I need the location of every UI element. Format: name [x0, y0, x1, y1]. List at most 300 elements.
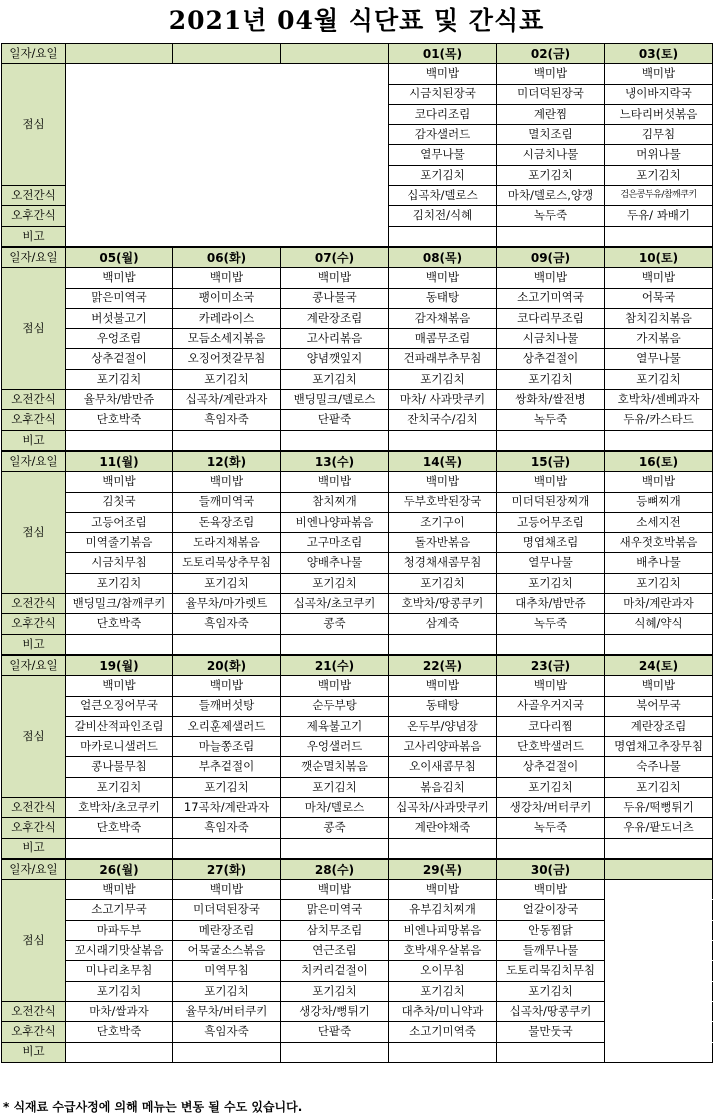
note-cell	[605, 838, 713, 859]
lunch-item: 건파래부추무침	[389, 349, 497, 369]
pm-snack-item: 흑임자죽	[173, 818, 281, 838]
note-label: 비고	[2, 1042, 66, 1062]
pm-snack-item: 삼계죽	[389, 614, 497, 634]
lunch-item: 백미밥	[173, 472, 281, 492]
lunch-item: 맑은미역국	[281, 900, 389, 920]
lunch-row	[2, 900, 713, 920]
lunch-item: 어묵국	[605, 288, 713, 308]
pm-snack-item: 흑임자죽	[173, 614, 281, 634]
lunch-item: 백미밥	[281, 268, 389, 288]
note-cell	[497, 634, 605, 655]
lunch-item: 고등어무조림	[497, 512, 605, 532]
day-header: 11(월)	[66, 451, 173, 472]
lunch-item: 감자샐러드	[389, 125, 497, 145]
pm-snack-item: 콩죽	[281, 818, 389, 838]
am-snack-item: 대추차/미니약과	[389, 1001, 497, 1021]
lunch-item: 포기김치	[281, 369, 389, 389]
lunch-item: 동태탕	[389, 696, 497, 716]
lunch-item: 청경채새콤무침	[389, 553, 497, 573]
lunch-row	[2, 716, 713, 736]
lunch-row	[2, 369, 713, 389]
am-snack-item: 마차/계란과자	[605, 594, 713, 614]
pm-snack-label: 오후간식	[2, 614, 66, 634]
day-header	[66, 44, 173, 64]
lunch-item: 백미밥	[66, 472, 173, 492]
day-header: 08(목)	[389, 247, 497, 268]
day-header: 26(월)	[66, 859, 173, 880]
note-cell	[497, 838, 605, 859]
lunch-item: 미더덕된장국	[497, 84, 605, 104]
lunch-item: 코다리찜	[497, 716, 605, 736]
pm-snack-item: 단호박죽	[66, 1022, 173, 1042]
day-header: 20(화)	[173, 655, 281, 676]
day-header: 21(수)	[281, 655, 389, 676]
am-snack-item: 호박차/초코쿠키	[66, 797, 173, 817]
am-snack-row	[2, 797, 713, 817]
note-cell	[389, 634, 497, 655]
lunch-item: 계란장조림	[605, 716, 713, 736]
pm-snack-row	[2, 818, 713, 838]
lunch-row	[2, 553, 713, 573]
day-header: 03(토)	[605, 44, 713, 64]
am-snack-item: 율무차/마가렛트	[173, 594, 281, 614]
pm-snack-item: 단팥죽	[281, 1022, 389, 1042]
lunch-row	[2, 573, 713, 593]
lunch-item: 새우젓호박볶음	[605, 533, 713, 553]
lunch-item: 얼큰오징어무국	[66, 696, 173, 716]
lunch-item: 백미밥	[389, 676, 497, 696]
lunch-item: 제육불고기	[281, 716, 389, 736]
day-header	[281, 44, 389, 64]
lunch-item: 계란찜	[497, 104, 605, 124]
lunch-item: 상추겉절이	[66, 349, 173, 369]
note-label: 비고	[2, 634, 66, 655]
lunch-item: 포기김치	[497, 573, 605, 593]
am-snack-label: 오전간식	[2, 186, 66, 206]
am-snack-item: 쌍화차/쌀전병	[497, 390, 605, 410]
pm-snack-item: 흑임자죽	[173, 410, 281, 430]
lunch-row	[2, 676, 713, 696]
lunch-item: 포기김치	[497, 165, 605, 185]
pm-snack-item: 단팥죽	[281, 410, 389, 430]
week-header-row	[2, 859, 713, 880]
am-snack-item: 두유/떡뻥튀기	[605, 797, 713, 817]
lunch-item: 미더덕된장찌개	[497, 492, 605, 512]
date-day-label: 일자/요일	[2, 655, 66, 676]
lunch-label: 점심	[2, 880, 66, 1002]
lunch-item: 단호박샐러드	[497, 737, 605, 757]
note-row	[2, 430, 713, 451]
note-cell	[605, 1042, 713, 1062]
lunch-item: 백미밥	[497, 676, 605, 696]
lunch-item: 소고기미역국	[497, 288, 605, 308]
lunch-item: 시금치무침	[66, 553, 173, 573]
lunch-item	[605, 900, 713, 920]
lunch-item: 꼬시래기맛살볶음	[66, 941, 173, 961]
lunch-item: 고사리양파볶음	[389, 737, 497, 757]
lunch-item: 미역무침	[173, 961, 281, 981]
lunch-item: 코다리조림	[389, 104, 497, 124]
am-snack-item: 17곡차/계란과자	[173, 797, 281, 817]
week-header-row	[2, 44, 713, 64]
pm-snack-item: 김치전/식혜	[389, 206, 497, 226]
lunch-row	[2, 981, 713, 1001]
lunch-row	[2, 288, 713, 308]
day-header: 10(토)	[605, 247, 713, 268]
lunch-row	[2, 757, 713, 777]
pm-snack-item: 단호박죽	[66, 410, 173, 430]
lunch-item: 배추나물	[605, 553, 713, 573]
note-cell	[281, 838, 389, 859]
lunch-item: 열무나물	[605, 349, 713, 369]
lunch-item: 숙주나물	[605, 757, 713, 777]
day-header: 02(금)	[497, 44, 605, 64]
note-cell	[173, 838, 281, 859]
lunch-item: 느타리버섯볶음	[605, 104, 713, 124]
lunch-item: 포기김치	[281, 777, 389, 797]
pm-snack-item: 두유/ 꽈배기	[605, 206, 713, 226]
am-snack-item: 생강차/뻥튀기	[281, 1001, 389, 1021]
lunch-label: 점심	[2, 268, 66, 390]
lunch-item: 시금치나물	[497, 145, 605, 165]
lunch-row	[2, 920, 713, 940]
lunch-item: 어묵굴소스볶음	[173, 941, 281, 961]
lunch-item: 백미밥	[281, 880, 389, 900]
date-day-label: 일자/요일	[2, 247, 66, 268]
day-header: 13(수)	[281, 451, 389, 472]
note-cell	[497, 430, 605, 451]
day-header: 15(금)	[497, 451, 605, 472]
lunch-row	[2, 533, 713, 553]
pm-snack-item: 단호박죽	[66, 614, 173, 634]
day-header	[173, 44, 281, 64]
pm-snack-row	[2, 410, 713, 430]
meal-plan-table	[1, 43, 713, 1063]
day-header: 14(목)	[389, 451, 497, 472]
note-cell	[605, 634, 713, 655]
date-day-label: 일자/요일	[2, 859, 66, 880]
lunch-label: 점심	[2, 472, 66, 594]
pm-snack-item: 물만둣국	[497, 1022, 605, 1042]
lunch-item: 양념깻잎지	[281, 349, 389, 369]
day-header: 28(수)	[281, 859, 389, 880]
lunch-item: 백미밥	[605, 472, 713, 492]
lunch-item: 백미밥	[389, 64, 497, 84]
am-snack-label: 오전간식	[2, 390, 66, 410]
lunch-item: 포기김치	[66, 777, 173, 797]
lunch-item: 포기김치	[66, 573, 173, 593]
lunch-item: 포기김치	[173, 573, 281, 593]
pm-snack-row	[2, 614, 713, 634]
pm-snack-item: 식혜/약식	[605, 614, 713, 634]
lunch-item: 버섯불고기	[66, 308, 173, 328]
lunch-item: 우엉조림	[66, 329, 173, 349]
lunch-item: 연근조림	[281, 941, 389, 961]
lunch-item: 볶음김치	[389, 777, 497, 797]
pm-snack-item: 콩죽	[281, 614, 389, 634]
lunch-item: 계란장조림	[281, 308, 389, 328]
am-snack-item: 율무차/밤만쥬	[66, 390, 173, 410]
pm-snack-label: 오후간식	[2, 818, 66, 838]
footnote: * 식재료 수급사정에 의해 메뉴는 변동 될 수도 있습니다.	[3, 1100, 303, 1114]
note-row	[2, 634, 713, 655]
lunch-item: 김칫국	[66, 492, 173, 512]
pm-snack-item: 잔치국수/김치	[389, 410, 497, 430]
lunch-item: 부추겉절이	[173, 757, 281, 777]
lunch-item: 백미밥	[66, 268, 173, 288]
note-cell	[173, 1042, 281, 1062]
lunch-item: 멸치조림	[497, 125, 605, 145]
lunch-item: 우엉샐러드	[281, 737, 389, 757]
am-snack-item: 십곡차/땅콩쿠키	[497, 1001, 605, 1021]
lunch-row	[2, 737, 713, 757]
lunch-item: 포기김치	[605, 777, 713, 797]
pm-snack-item: 소고기미역죽	[389, 1022, 497, 1042]
lunch-item: 도토리묵김치무침	[497, 961, 605, 981]
lunch-item: 안동찜닭	[497, 920, 605, 940]
pm-snack-item: 흑임자죽	[173, 1022, 281, 1042]
am-snack-item: 십곡차/계란과자	[173, 390, 281, 410]
day-header	[605, 859, 713, 880]
lunch-item: 포기김치	[173, 981, 281, 1001]
lunch-item: 들깨미역국	[173, 492, 281, 512]
lunch-item: 도토리묵상추무침	[173, 553, 281, 573]
lunch-item: 고등어조림	[66, 512, 173, 532]
lunch-item: 매콤무조림	[389, 329, 497, 349]
lunch-item: 백미밥	[497, 64, 605, 84]
lunch-item: 포기김치	[389, 165, 497, 185]
lunch-item: 포기김치	[497, 981, 605, 1001]
lunch-item: 포기김치	[497, 369, 605, 389]
lunch-item: 조기구이	[389, 512, 497, 532]
lunch-item: 포기김치	[389, 369, 497, 389]
am-snack-label: 오전간식	[2, 797, 66, 817]
lunch-label: 점심	[2, 64, 66, 186]
lunch-item: 가지볶음	[605, 329, 713, 349]
lunch-item: 참치김치볶음	[605, 308, 713, 328]
note-cell	[281, 430, 389, 451]
lunch-item: 백미밥	[389, 472, 497, 492]
am-snack-item: 율무차/버터쿠키	[173, 1001, 281, 1021]
lunch-item: 치커리겉절이	[281, 961, 389, 981]
day-header: 12(화)	[173, 451, 281, 472]
lunch-item: 미나리초무침	[66, 961, 173, 981]
date-day-label: 일자/요일	[2, 451, 66, 472]
lunch-item: 포기김치	[281, 573, 389, 593]
day-header: 22(목)	[389, 655, 497, 676]
week-header-row	[2, 247, 713, 268]
pm-snack-label: 오후간식	[2, 1022, 66, 1042]
lunch-item: 포기김치	[281, 981, 389, 1001]
note-cell	[497, 1042, 605, 1062]
lunch-item: 참치찌개	[281, 492, 389, 512]
pm-snack-row	[2, 1022, 713, 1042]
am-snack-item: 마차/델로스	[281, 797, 389, 817]
note-cell	[605, 226, 713, 247]
pm-snack-item: 녹두죽	[497, 206, 605, 226]
note-row	[2, 1042, 713, 1062]
note-cell	[66, 430, 173, 451]
note-cell	[389, 430, 497, 451]
lunch-item: 백미밥	[173, 268, 281, 288]
am-snack-row	[2, 390, 713, 410]
day-header: 29(목)	[389, 859, 497, 880]
note-label: 비고	[2, 430, 66, 451]
date-day-label: 일자/요일	[2, 44, 66, 64]
lunch-item: 마파두부	[66, 920, 173, 940]
lunch-item: 카레라이스	[173, 308, 281, 328]
lunch-item: 시금치나물	[497, 329, 605, 349]
lunch-item: 백미밥	[497, 880, 605, 900]
lunch-item: 포기김치	[389, 573, 497, 593]
lunch-item: 마카로니샐러드	[66, 737, 173, 757]
note-label: 비고	[2, 226, 66, 247]
lunch-item: 백미밥	[281, 472, 389, 492]
am-snack-item: 검은콩두유/참깨쿠키	[605, 186, 713, 206]
lunch-item: 백미밥	[173, 880, 281, 900]
am-snack-item: 생강차/버터쿠키	[497, 797, 605, 817]
lunch-item: 모듬소세지볶음	[173, 329, 281, 349]
note-cell	[173, 430, 281, 451]
lunch-item: 고사리볶음	[281, 329, 389, 349]
lunch-item: 오리훈제샐러드	[173, 716, 281, 736]
note-cell	[605, 430, 713, 451]
blank-area	[66, 64, 389, 247]
day-header: 06(화)	[173, 247, 281, 268]
lunch-item	[605, 920, 713, 940]
lunch-item: 두부호박된장국	[389, 492, 497, 512]
am-snack-item: 십곡차/초코쿠키	[281, 594, 389, 614]
day-header: 23(금)	[497, 655, 605, 676]
day-header: 09(금)	[497, 247, 605, 268]
lunch-item: 소세지전	[605, 512, 713, 532]
day-header: 24(토)	[605, 655, 713, 676]
lunch-item: 미더덕된장국	[173, 900, 281, 920]
lunch-item: 백미밥	[66, 676, 173, 696]
lunch-item: 돈육장조림	[173, 512, 281, 532]
lunch-item: 백미밥	[389, 880, 497, 900]
lunch-item: 사골우거지국	[497, 696, 605, 716]
am-snack-item: 십곡차/델로스	[389, 186, 497, 206]
lunch-item: 시금치된장국	[389, 84, 497, 104]
lunch-item: 유부김치찌개	[389, 900, 497, 920]
lunch-item: 포기김치	[605, 165, 713, 185]
lunch-item: 포기김치	[66, 369, 173, 389]
lunch-label: 점심	[2, 676, 66, 798]
pm-snack-item: 계란야채죽	[389, 818, 497, 838]
lunch-item: 마늘쫑조림	[173, 737, 281, 757]
am-snack-item: 호박차/땅콩쿠키	[389, 594, 497, 614]
lunch-item: 소고기무국	[66, 900, 173, 920]
lunch-item: 백미밥	[497, 268, 605, 288]
note-cell	[66, 634, 173, 655]
lunch-item: 들깨버섯탕	[173, 696, 281, 716]
note-cell	[389, 1042, 497, 1062]
lunch-item: 백미밥	[66, 880, 173, 900]
lunch-item: 백미밥	[173, 676, 281, 696]
note-cell	[66, 1042, 173, 1062]
lunch-item: 오이새콤무침	[389, 757, 497, 777]
pm-snack-item: 녹두죽	[497, 818, 605, 838]
pm-snack-item: 녹두죽	[497, 410, 605, 430]
lunch-item: 북어무국	[605, 696, 713, 716]
note-cell	[281, 1042, 389, 1062]
lunch-item: 미역줄기볶음	[66, 533, 173, 553]
am-snack-item: 대추차/밤만쥬	[497, 594, 605, 614]
lunch-row	[2, 512, 713, 532]
note-label: 비고	[2, 838, 66, 859]
lunch-item: 백미밥	[605, 676, 713, 696]
am-snack-item	[605, 1001, 713, 1021]
note-cell	[281, 634, 389, 655]
lunch-row	[2, 349, 713, 369]
lunch-item: 명엽채조림	[497, 533, 605, 553]
lunch-item: 상추겉절이	[497, 757, 605, 777]
lunch-item: 호박새우살볶음	[389, 941, 497, 961]
lunch-item: 메란장조림	[173, 920, 281, 940]
pm-snack-item: 녹두죽	[497, 614, 605, 634]
lunch-item: 도라지채볶음	[173, 533, 281, 553]
lunch-item: 상추겉절이	[497, 349, 605, 369]
lunch-item: 감자채볶음	[389, 308, 497, 328]
lunch-item: 포기김치	[66, 981, 173, 1001]
day-header: 27(화)	[173, 859, 281, 880]
pm-snack-label: 오후간식	[2, 410, 66, 430]
lunch-row	[2, 777, 713, 797]
am-snack-item: 밴딩밀크/델로스	[281, 390, 389, 410]
lunch-item: 고구마조림	[281, 533, 389, 553]
lunch-item: 순두부탕	[281, 696, 389, 716]
lunch-item: 백미밥	[605, 268, 713, 288]
lunch-row	[2, 696, 713, 716]
lunch-item: 포기김치	[497, 777, 605, 797]
lunch-item: 김무침	[605, 125, 713, 145]
lunch-item: 콩나물무침	[66, 757, 173, 777]
note-cell	[497, 226, 605, 247]
lunch-row	[2, 268, 713, 288]
lunch-item: 오징어젓갈무침	[173, 349, 281, 369]
lunch-item: 삼치무조림	[281, 920, 389, 940]
note-cell	[173, 634, 281, 655]
lunch-item: 백미밥	[605, 64, 713, 84]
lunch-row	[2, 941, 713, 961]
lunch-row	[2, 472, 713, 492]
am-snack-item: 마차/ 사과맛쿠키	[389, 390, 497, 410]
lunch-item: 백미밥	[389, 268, 497, 288]
note-cell	[66, 838, 173, 859]
am-snack-item: 밴딩밀크/참깨쿠키	[66, 594, 173, 614]
day-header: 19(월)	[66, 655, 173, 676]
note-row	[2, 838, 713, 859]
lunch-item	[605, 981, 713, 1001]
lunch-item: 머위나물	[605, 145, 713, 165]
lunch-item: 얼갈이장국	[497, 900, 605, 920]
lunch-row	[2, 64, 713, 84]
pm-snack-item: 두유/카스타드	[605, 410, 713, 430]
lunch-item: 열무나물	[389, 145, 497, 165]
lunch-item: 동태탕	[389, 288, 497, 308]
lunch-item: 맑은미역국	[66, 288, 173, 308]
week-header-row	[2, 451, 713, 472]
lunch-item: 팽이미소국	[173, 288, 281, 308]
lunch-row	[2, 329, 713, 349]
lunch-item	[605, 880, 713, 900]
am-snack-label: 오전간식	[2, 594, 66, 614]
note-cell	[389, 226, 497, 247]
am-snack-item: 십곡차/사과맛쿠키	[389, 797, 497, 817]
lunch-item: 들깨무나물	[497, 941, 605, 961]
pm-snack-item: 단호박죽	[66, 818, 173, 838]
